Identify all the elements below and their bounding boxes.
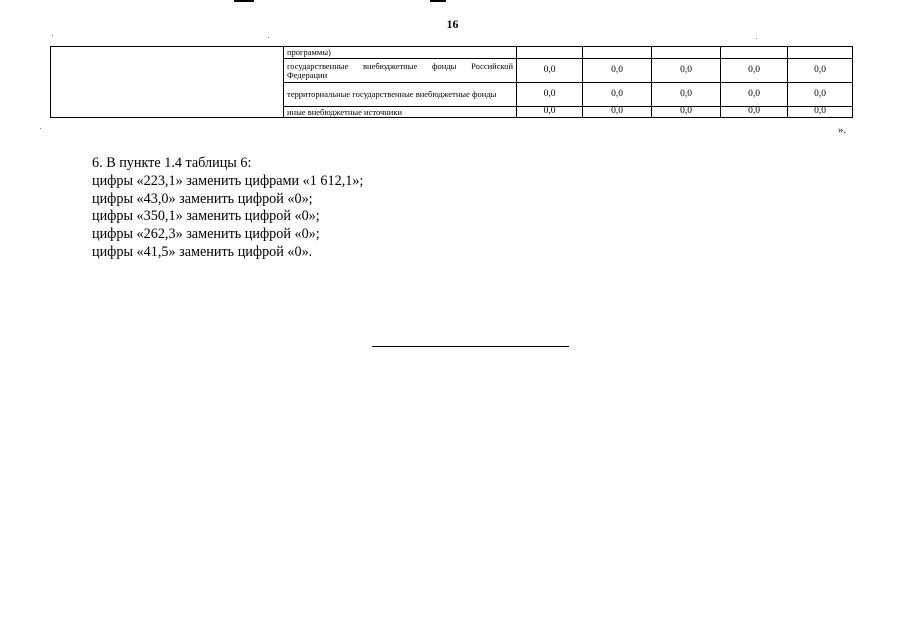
table-closing-quote: ». [838,124,847,136]
page-top-mark-left [234,0,254,2]
table-cell: 0,0 [788,107,853,118]
table-cell: 0,0 [517,107,583,118]
table-cell: 0,0 [583,83,652,107]
table-empty-cell [51,47,284,118]
table-cell: 0,0 [517,59,583,83]
table-cell: 0,0 [721,107,788,118]
scan-dot [52,35,53,36]
instruction-item: цифры «41,5» заменить цифрой «0». [92,243,313,260]
table-cell: 0,0 [652,59,721,83]
table-row-label: территориальные государственные внебюджетные фонды [284,83,517,107]
page-top-mark-right [430,0,446,2]
table-cell: 0,0 [583,59,652,83]
document-end-rule [372,346,569,347]
table-cell: 0,0 [788,83,853,107]
table-cell: 0,0 [583,107,652,118]
table-cell: 0,0 [721,83,788,107]
scan-dot [40,128,41,129]
table-cell: 0,0 [652,107,721,118]
table-row-label: программы) [284,47,517,59]
amendment-instructions [92,155,363,262]
instruction-item: цифры «43,0» заменить цифрой «0»; [92,190,313,207]
financing-sources-table [50,46,853,118]
table-cell [517,47,583,59]
table-cell [652,47,721,59]
table-row-label: государственные внебюджетные фонды Российской Федерации [284,59,517,83]
table-cell [788,47,853,59]
instruction-item: цифры «350,1» заменить цифрой «0»; [92,208,320,225]
table-row [51,47,853,59]
scan-dot [268,37,269,38]
instruction-item: цифры «262,3» заменить цифрой «0»; [92,226,320,243]
table-cell [721,47,788,59]
table-cell: 0,0 [517,83,583,107]
instruction-heading: 6. В пункте 1.4 таблицы 6: [92,155,252,171]
page-number: 16 [446,17,459,31]
table-cell: 0,0 [788,59,853,83]
instruction-item: цифры «223,1» заменить цифрами «1 612,1»; [92,172,364,189]
table-row-label: иные внебюджетные источники [284,107,517,118]
table-cell: 0,0 [652,83,721,107]
table-cell: 0,0 [721,59,788,83]
scan-dot [756,38,757,39]
table-cell [583,47,652,59]
